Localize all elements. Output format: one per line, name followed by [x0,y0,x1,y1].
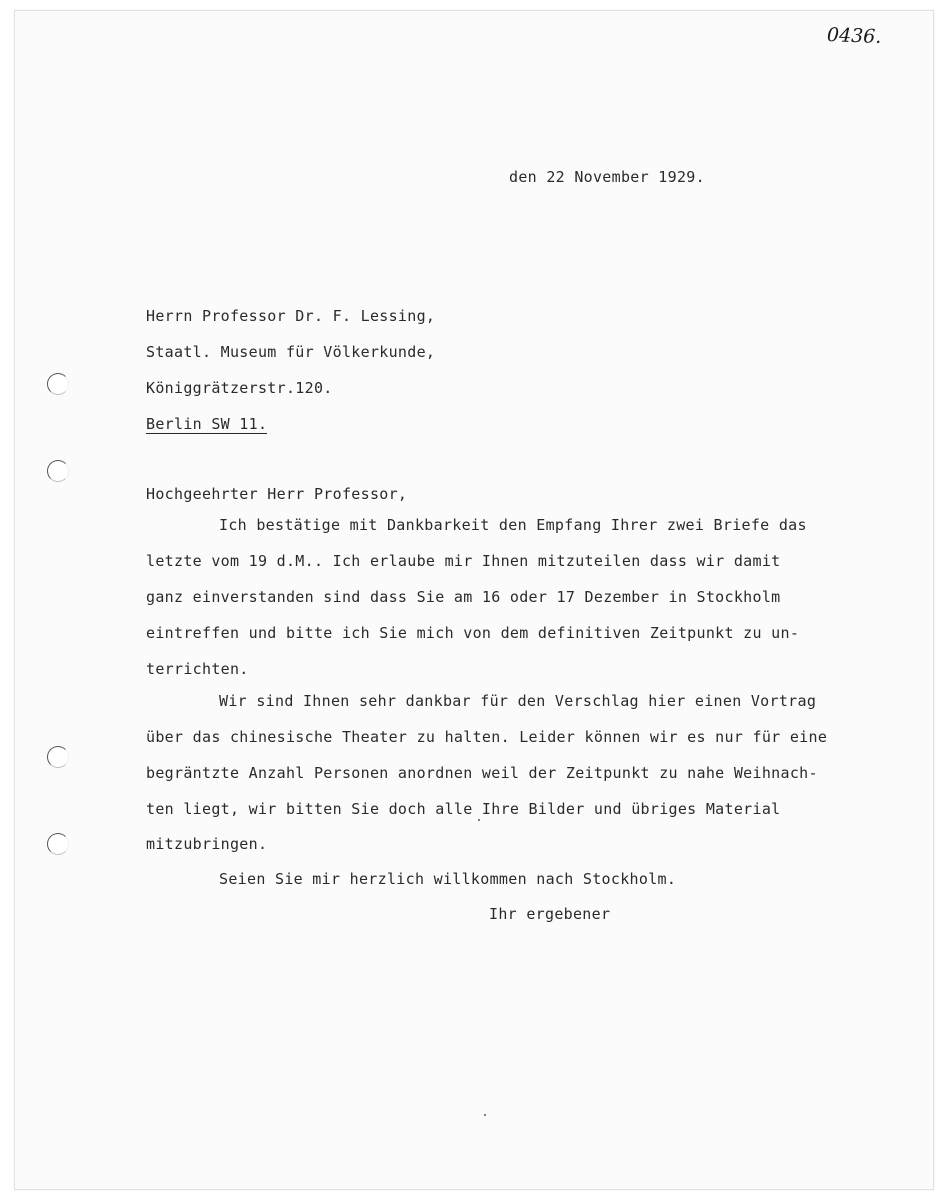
body-line: Wir sind Ihnen sehr dankbar für den Verschlag hier einen Vortrag [219,692,817,710]
body-line: Seien Sie mir herzlich willkommen nach Stockholm. [219,870,677,888]
body-line: über das chinesische Theater zu halten. Leider können wir es nur für eine [146,728,828,746]
punch-hole [47,373,69,395]
punch-hole [47,746,69,768]
body-line: mitzubringen. [146,835,268,853]
body-line: ten liegt, wir bitten Sie doch alle Ihre Bilder und übriges Material [146,800,781,818]
body-line: ganz einverstanden sind dass Sie am 16 oder 17 Dezember in Stockholm [146,588,781,606]
address-line-3: Königgrätzerstr.120. [146,379,333,397]
body-line: terrichten. [146,660,249,678]
address-line-1: Herrn Professor Dr. F. Lessing, [146,307,436,325]
body-line: letzte vom 19 d.M.. Ich erlaube mir Ihnen mitzuteilen dass wir damit [146,552,781,570]
salutation: Hochgeehrter Herr Professor, [146,485,408,503]
punch-hole [47,460,69,482]
letter-page [14,10,934,1190]
punch-hole [47,833,69,855]
paper-speck [484,1114,486,1116]
body-line: eintreffen und bitte ich Sie mich von dem definitiven Zeitpunkt zu un- [146,624,800,642]
address-line-2: Staatl. Museum für Völkerkunde, [146,343,436,361]
body-line: Ich bestätige mit Dankbarkeit den Empfang Ihrer zwei Briefe das [219,516,807,534]
body-line: begräntzte Anzahl Personen anordnen weil der Zeitpunkt zu nahe Weihnach- [146,764,818,782]
archive-number: 0436. [826,24,882,48]
paper-speck [478,819,480,821]
letter-date: den 22 November 1929. [509,168,705,186]
address-city: Berlin SW 11. [146,415,268,433]
closing: Ihr ergebener [489,905,611,923]
